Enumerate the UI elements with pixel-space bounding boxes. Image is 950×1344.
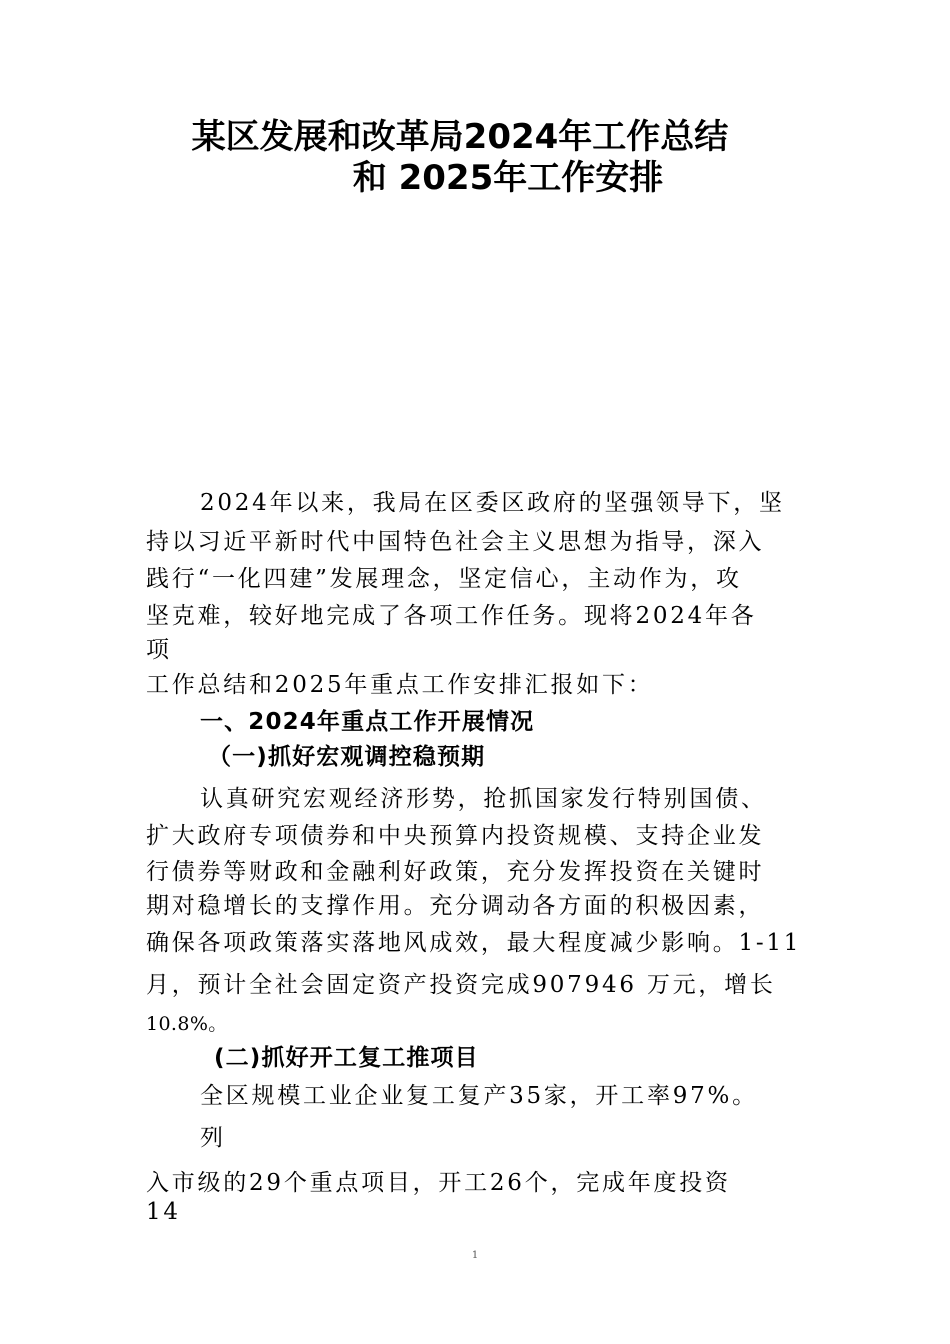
sub1-heading: （一)抓好宏观调控稳预期 bbox=[208, 744, 486, 770]
intro-line-2: 持以习近平新时代中国特色社会主义思想为指导，深入 bbox=[146, 529, 765, 555]
document-title-line2: 和 2025年工作安排 bbox=[352, 158, 664, 198]
sub1-body-line-1: 认真研究宏观经济形势，抢抓国家发行特别国债、 bbox=[200, 786, 767, 812]
intro-line-6: 工作总结和2025年重点工作安排汇报如下： bbox=[146, 672, 654, 698]
sub2-body-line-1: 全区规模工业企业复工复产35家，开工率97%。 bbox=[200, 1083, 758, 1109]
intro-line-4: 坚克难，较好地完成了各项工作任务。现将2024年各 bbox=[146, 603, 757, 629]
sub1-body-line-5: 确保各项政策落实落地风成效，最大程度减少影响。1-11 bbox=[146, 930, 802, 956]
sub2-body-line-2: 列 bbox=[200, 1125, 226, 1151]
sub1-body-line-3: 行债券等财政和金融利好政策，充分发挥投资在关键时 bbox=[146, 859, 765, 885]
intro-line-1: 2024年以来，我局在区委区政府的坚强领导下，坚 bbox=[200, 490, 785, 516]
document-title-line1: 某区发展和改革局2024年工作总结 bbox=[191, 117, 729, 157]
sub2-body-line-4: 14 bbox=[146, 1199, 181, 1225]
section1-heading: 一、2024年重点工作开展情况 bbox=[200, 709, 535, 735]
sub2-heading: (二)抓好开工复工推项目 bbox=[214, 1045, 479, 1071]
sub1-body-line-6: 月，预计全社会固定资产投资完成907946 万元，增长 bbox=[146, 972, 776, 998]
sub1-body-line-4: 期对稳增长的支撑作用。充分调动各方面的积极因素， bbox=[146, 893, 765, 919]
intro-line-3: 践行“一化四建”发展理念，坚定信心，主动作为，攻 bbox=[146, 566, 742, 592]
sub2-body-line-3: 入市级的29个重点项目，开工26个，完成年度投资 bbox=[146, 1170, 731, 1196]
intro-line-5: 项 bbox=[146, 637, 172, 663]
sub1-body-line-7: 10.8%。 bbox=[146, 1013, 228, 1035]
sub1-body-line-2: 扩大政府专项债券和中央预算内投资规模、支持企业发 bbox=[146, 823, 765, 849]
page-number: 1 bbox=[471, 1250, 479, 1261]
